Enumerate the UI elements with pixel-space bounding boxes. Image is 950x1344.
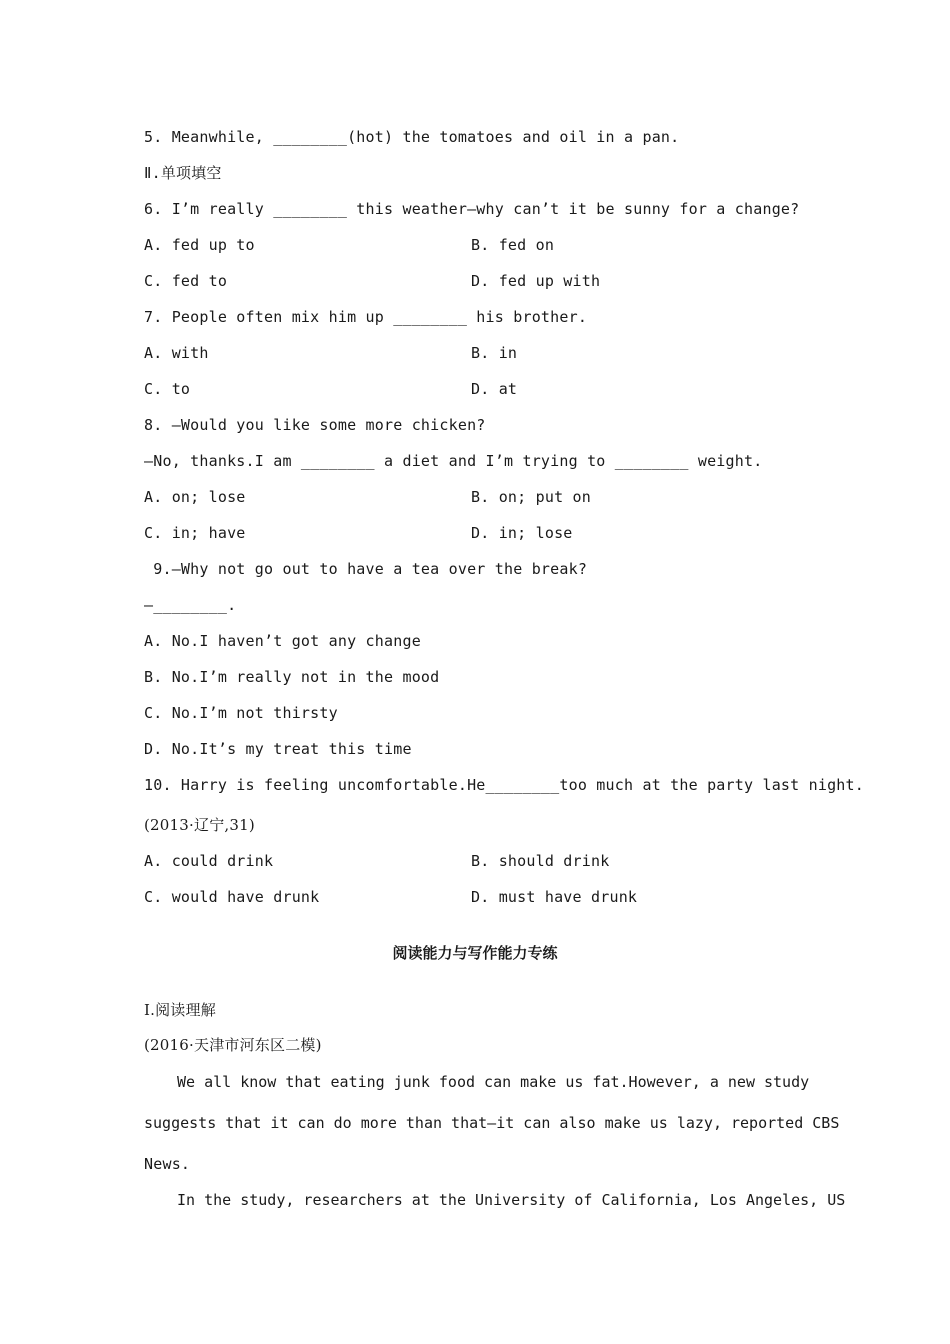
q10-option-b: B. should drink	[471, 852, 610, 870]
reading-source: (2016·天津市河东区二模)	[144, 1036, 322, 1054]
q8-option-a: A. on; lose	[144, 488, 246, 506]
q10-option-d: D. must have drunk	[471, 888, 638, 906]
q6-option-d: D. fed up with	[471, 272, 601, 290]
q9-option-d: D. No.It’s my treat this time	[144, 740, 412, 758]
paragraph-1-line-2: suggests that it can do more than that—it can also make us lazy, reported CBS	[144, 1114, 840, 1132]
q9-option-b: B. No.I’m really not in the mood	[144, 668, 440, 686]
question-8-reply: —No, thanks.I am ________ a diet and I’m trying to ________ weight.	[144, 452, 763, 470]
q7-option-a: A. with	[144, 344, 209, 362]
q10-option-c: C. would have drunk	[144, 888, 320, 906]
q10-option-a: A. could drink	[144, 852, 274, 870]
question-6: 6. I’m really ________ this weather—why can’t it be sunny for a change?	[144, 200, 800, 218]
paragraph-1-line-3: News.	[144, 1155, 191, 1173]
question-9-prompt: 9.—Why not go out to have a tea over the break?	[144, 560, 588, 578]
q7-option-c: C. to	[144, 380, 191, 398]
question-10-source: (2013·辽宁,31)	[144, 816, 255, 834]
question-9-reply: —________.	[144, 596, 237, 614]
paragraph-1-line-1: We all know that eating junk food can make us fat.However, a new study	[177, 1073, 810, 1091]
question-5: 5. Meanwhile, ________(hot) the tomatoes and oil in a pan.	[144, 128, 680, 146]
question-8-prompt: 8. —Would you like some more chicken?	[144, 416, 486, 434]
q9-option-a: A. No.I haven’t got any change	[144, 632, 421, 650]
section-heading: 阅读能力与写作能力专练	[392, 944, 558, 962]
q8-option-c: C. in; have	[144, 524, 246, 542]
question-10: 10. Harry is feeling uncomfortable.He________too much at the party last night.	[144, 776, 864, 794]
q7-option-b: B. in	[471, 344, 518, 362]
section-title-single-choice: Ⅱ.单项填空	[144, 164, 222, 182]
section-title-reading: Ⅰ.阅读理解	[144, 1001, 216, 1019]
q8-option-d: D. in; lose	[471, 524, 573, 542]
q7-option-d: D. at	[471, 380, 518, 398]
paragraph-2-line-1: In the study, researchers at the University of California, Los Angeles, US	[177, 1191, 846, 1209]
q9-option-c: C. No.I’m not thirsty	[144, 704, 338, 722]
question-7: 7. People often mix him up ________ his brother.	[144, 308, 588, 326]
q6-option-c: C. fed to	[144, 272, 228, 290]
q6-option-a: A. fed up to	[144, 236, 255, 254]
q8-option-b: B. on; put on	[471, 488, 591, 506]
q6-option-b: B. fed on	[471, 236, 555, 254]
